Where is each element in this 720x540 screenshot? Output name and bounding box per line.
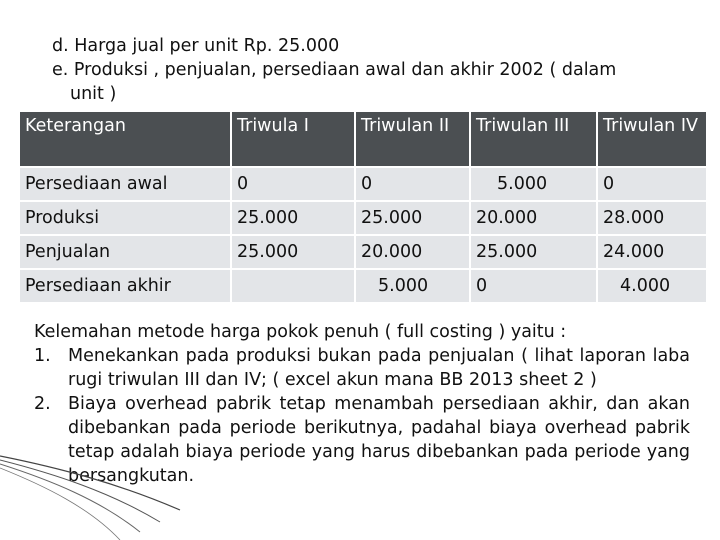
table-cell: 5.000 bbox=[471, 168, 596, 200]
table-cell: 25.000 bbox=[232, 202, 354, 234]
intro-line-e: e. Produksi , penjualan, persediaan awal dan akhir 2002 ( dalam bbox=[52, 60, 617, 80]
intro-line-e-cont: unit ) bbox=[70, 84, 117, 104]
table-cell: 0 bbox=[598, 168, 706, 200]
table-cell: 24.000 bbox=[598, 236, 706, 268]
table-cell: 0 bbox=[356, 168, 469, 200]
row-label: Persediaan awal bbox=[20, 168, 230, 200]
intro-line-d: d. Harga jual per unit Rp. 25.000 bbox=[52, 36, 340, 56]
header-triwulan-1: Triwula I bbox=[232, 112, 354, 166]
table-header-row bbox=[20, 112, 706, 166]
list-number: 2. bbox=[34, 394, 51, 414]
table-row bbox=[20, 202, 706, 234]
header-keterangan: Keterangan bbox=[20, 112, 230, 166]
decorative-swoosh bbox=[0, 440, 260, 540]
table-cell bbox=[232, 270, 354, 302]
header-triwulan-2: Triwulan II bbox=[356, 112, 469, 166]
list-text: Biaya overhead pabrik tetap menambah persediaan akhir, dan akan dibebankan pada periode berikutnya, padahal biaya overhead pabrik tetap adalah biaya periode yang harus dibebankan pada periode yang bersangkutan. bbox=[68, 394, 690, 486]
row-label: Produksi bbox=[20, 202, 230, 234]
table-cell: 25.000 bbox=[356, 202, 469, 234]
table-cell: 5.000 bbox=[356, 270, 469, 302]
weakness-heading: Kelemahan metode harga pokok penuh ( full costing ) yaitu : bbox=[34, 322, 567, 342]
row-label: Penjualan bbox=[20, 236, 230, 268]
list-item bbox=[34, 344, 690, 392]
row-label: Persediaan akhir bbox=[20, 270, 230, 302]
list-text: Menekankan pada produksi bukan pada penjualan ( lihat laporan laba rugi triwulan III dan IV; ( excel akun mana BB 2013 sheet 2 ) bbox=[68, 346, 690, 390]
table-cell: 25.000 bbox=[471, 236, 596, 268]
list-number: 1. bbox=[34, 346, 51, 366]
header-triwulan-3: Triwulan III bbox=[471, 112, 596, 166]
table-row bbox=[20, 168, 706, 200]
production-table bbox=[18, 110, 708, 304]
header-triwulan-4: Triwulan IV bbox=[598, 112, 706, 166]
table-cell: 20.000 bbox=[356, 236, 469, 268]
table-cell: 20.000 bbox=[471, 202, 596, 234]
table-row bbox=[20, 236, 706, 268]
table-cell: 4.000 bbox=[598, 270, 706, 302]
table-cell: 28.000 bbox=[598, 202, 706, 234]
table-cell: 0 bbox=[232, 168, 354, 200]
table-row bbox=[20, 270, 706, 302]
table-cell: 25.000 bbox=[232, 236, 354, 268]
table-cell: 0 bbox=[471, 270, 596, 302]
intro-block bbox=[52, 34, 616, 106]
